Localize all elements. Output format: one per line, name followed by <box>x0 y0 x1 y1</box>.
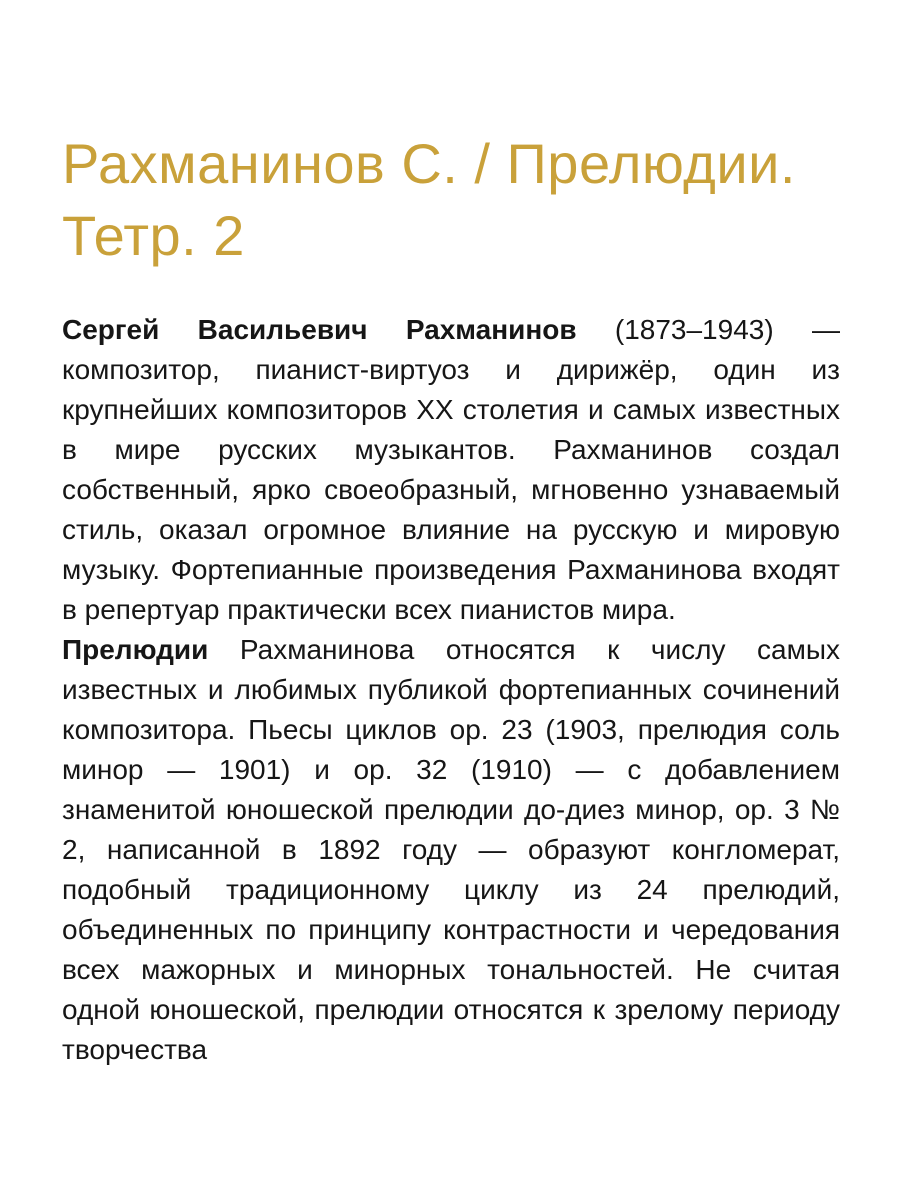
paragraph-lead-preludes: Прелюдии <box>62 634 209 665</box>
paragraph-biography <box>62 310 840 630</box>
body-text <box>62 310 840 1070</box>
paragraph-text-biography: (1873–1943) — композитор, пианист-виртуоз и дирижёр, один из крупнейших композиторов XX столетия и самых известных в мире русских музыкантов. Рахманинов создал собственный, ярко своеобразный, мгновенно узнаваемый стиль, оказал огромное влияние на русскую и мировую музыку. Фортепианные произведения Рахманинова входят в репертуар практически всех пианистов мира. <box>62 314 840 625</box>
paragraph-preludes <box>62 630 840 1070</box>
paragraph-lead-biography: Сергей Васильевич Рахманинов <box>62 314 577 345</box>
page-title: Рахманинов С. / Прелюдии. Тетр. 2 <box>62 132 796 267</box>
paragraph-text-preludes: Рахманинова относятся к числу самых известных и любимых публикой фортепианных сочинений композитора. Пьесы циклов ор. 23 (1903, прелюдия соль минор — 1901) и ор. 32 (1910) — с добавлением знаменитой юношеской прелюдии до-диез минор, ор. 3 № 2, написанной в 1892 году — образуют конгломерат, подобный традиционному циклу из 24 прелюдий, объединенных по принципу контрастности и чередования всех мажорных и минорных тональностей. Не считая одной юношеской, прелюдии относятся к зрелому периоду творчества <box>62 634 840 1065</box>
